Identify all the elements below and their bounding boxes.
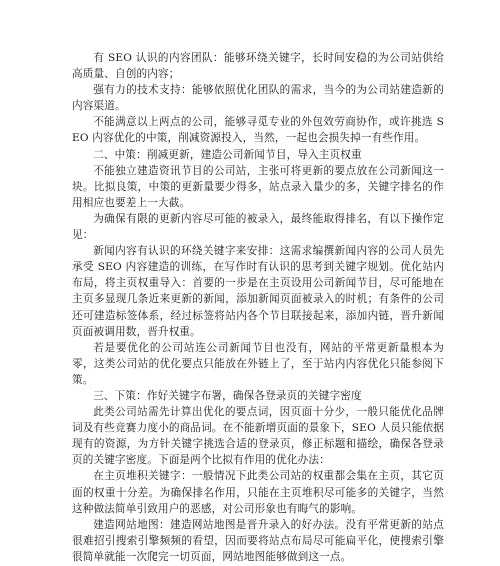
paragraph-external-links: 若是要优化的公司站连公司新闻节目也没有，网站的平常更新量根本为零，这类公司站的优化要点只能放在外链上了，至于站内内容优化只能参阅下策。: [72, 341, 444, 386]
paragraph-news-keywords: 新闻内容有认识的环绕关键字来安排：这需求编撰新闻内容的公司人员先承受 SEO 内容建造的训练，在写作时有认识的思考到关键字规划。优化站内布局，将主页权重导入：首要的一步是在主页设用公司新闻节目，尽可能地在主页多显现几条近来更新的新闻，添加新闻页面被录入的时机；有条件的公司还可建造标签体系，经过标签将站内各个节目联接起来，添加内链，晋升新闻页面被调用数，晋升权重。: [72, 245, 444, 338]
paragraph-technical-support: 强有力的技术支持：能够依照优化团队的需求，当今的为公司站建造新的内容渠道。: [72, 84, 444, 113]
paragraph-sitemap: 建造网站地图：建造网站地图是晋升录入的好办法。没有平常更新的站点很难招引搜索引擎频频的看望，因而要将站点布局尽可能扁平化，使搜索引擎很简单就能一次爬完一切页面，网站地图能够做到这一点。: [72, 518, 444, 563]
paragraph-suggestions-intro: 为确保有限的更新内容尽可能的被录入，最终能取得排名，有以下操作定见：: [72, 212, 444, 242]
heading-middle-strategy: 二、中策：削减更新，建造公司新闻节目，导入主页权重: [93, 148, 362, 161]
paragraph-good-strategy-team: 有 SEO 认识的内容团队：能够环绕关键字，长时间安稳的为公司站供给高质量、自创的内容；: [72, 52, 444, 81]
paragraph-homepage-keywords: 在主页堆积关键字：一般情况下此类公司站的权重都会集在主页，其它页面的权重十分差。为确保排名作用，只能在主页堆积尽可能多的关键字，当然这种做法简单引致用户的恶感，对公司形象也有晦气的影响。: [72, 470, 444, 515]
heading-low-strategy: 三、下策：作好关键字布署，确保各登录页的关键字密度: [93, 389, 362, 402]
paragraph-keyword-density: 此类公司站需先计算出优化的要点词，因页面十分少，一般只能优化品牌词及有些竞赛力度小的商品词。在不能新增页面的景象下，SEO 人员只能依据现有的资源，为方针关键字挑选合适的登录页，修正标题和描绘，确保各登录页的关键字密度。下面是两个比拟有作用的优化办法：: [72, 406, 444, 467]
document-body: [72, 50, 444, 565]
paragraph-company-news: 不能独立建造资讯节目的公司站，主张可将更新的要点放在公司新闻这一块。比拟良策，中策的更新量要少得多，站点录入量少的多，关键字排名的作用相应也要差上一大截。: [72, 164, 444, 209]
paragraph-outsourcing: 不能满意以上两点的公司，能够寻觅专业的外包效劳商协作，或许挑选 SEO 内容优化的中策，削减资源投入，当然，一起也会损失掉一有些作用。: [72, 116, 444, 145]
